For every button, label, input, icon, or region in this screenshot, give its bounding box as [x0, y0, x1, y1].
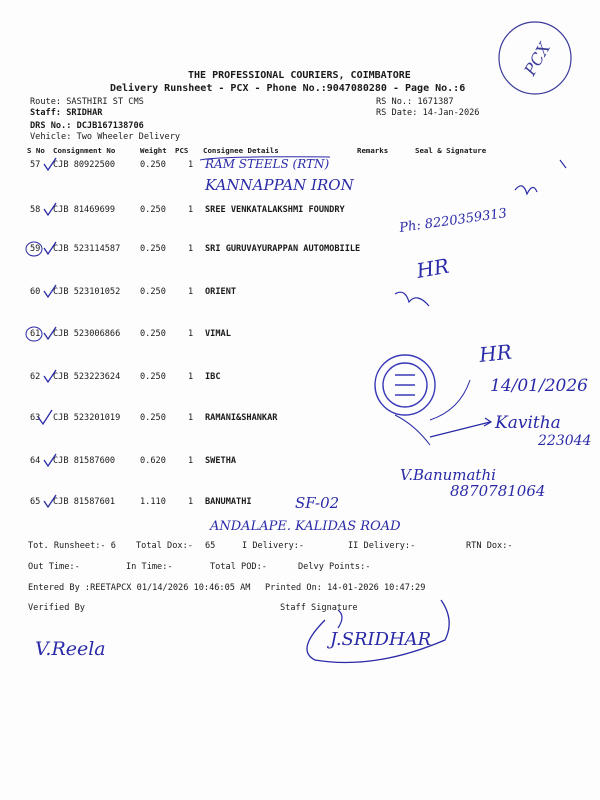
row-consignment: CJB 523114587 — [53, 244, 121, 254]
col-weight: Weight — [140, 146, 167, 155]
row-pcs: 1 — [188, 497, 194, 507]
row-consignment: CJB 523201019 — [53, 413, 121, 423]
table-header — [0, 146, 600, 158]
r57-handwritten-name: RAM STEELS (RTN) — [205, 157, 330, 171]
row-weight: 0.250 — [140, 413, 166, 423]
rs-date: RS Date: 14-Jan-2026 — [376, 108, 480, 118]
row-sno: 61 — [30, 329, 41, 339]
runsheet-title: Delivery Runsheet - PCX - Phone No.:9047080280 - Page No.:6 — [110, 83, 466, 94]
row-weight: 0.250 — [140, 160, 166, 170]
row-weight: 0.620 — [140, 456, 166, 466]
table-row — [0, 456, 600, 476]
table-row — [0, 205, 600, 225]
verified-signature: V.Reela — [35, 638, 106, 660]
row-consignee: SREE VENKATALAKSHMI FOUNDRY — [205, 205, 345, 215]
row-pcs: 1 — [188, 372, 194, 382]
col-consignee: Consignee Details — [203, 146, 279, 155]
r63-handwritten-number: 223044 — [538, 433, 592, 449]
table-row — [0, 329, 600, 349]
r65-handwritten-line1: SF-02 — [295, 494, 340, 512]
table-row — [0, 244, 600, 264]
row-consignment: CJB 523006866 — [53, 329, 121, 339]
row-weight: 0.250 — [140, 205, 166, 215]
row-consignee: RAMANI&SHANKAR — [205, 413, 278, 423]
row-sno: 63 — [30, 413, 41, 423]
total-pod: Total POD:- — [210, 562, 267, 572]
in-time: In Time:- — [126, 562, 173, 572]
rs-number: RS No.: 1671387 — [376, 97, 454, 107]
drs-number: DRS No.: DCJB167138706 — [30, 121, 144, 131]
r65-handwritten-line2: ANDALAPE. KALIDAS ROAD — [210, 519, 401, 534]
row-consignee: BANUMATHI — [205, 497, 252, 507]
r61-initials: HR — [478, 339, 513, 367]
row-weight: 0.250 — [140, 329, 166, 339]
row-sno: 58 — [30, 205, 41, 215]
route-label: Route: SASTHIRI ST CMS — [30, 97, 144, 107]
row-consignee: IBC — [205, 372, 221, 382]
vehicle-label: Vehicle: Two Wheeler Delivery — [30, 132, 181, 142]
col-consignment: Consignment No — [53, 146, 116, 155]
ii-delivery: II Delivery:- — [348, 541, 416, 551]
row-weight: 0.250 — [140, 372, 166, 382]
tot-runsheet: Tot. Runsheet:- 6 — [28, 541, 116, 551]
row-pcs: 1 — [188, 456, 194, 466]
row-consignment: CJB 81469699 — [53, 205, 116, 215]
r59-initials: HR — [414, 253, 451, 283]
row-sno: 62 — [30, 372, 41, 382]
row-pcs: 1 — [188, 287, 194, 297]
row-consignment: CJB 523223624 — [53, 372, 121, 382]
table-row — [0, 372, 600, 392]
row-weight: 0.250 — [140, 287, 166, 297]
r62-handwritten-date: 14/01/2026 — [490, 376, 588, 396]
verified-by-label: Verified By — [28, 603, 85, 613]
printed-on: Printed On: 14-01-2026 10:47:29 — [265, 583, 426, 593]
table-row — [0, 287, 600, 307]
table-row — [0, 160, 600, 180]
r64-handwritten-phone: 8870781064 — [450, 482, 546, 500]
row-weight: 1.110 — [140, 497, 166, 507]
row-sno: 60 — [30, 287, 41, 297]
row-consignment: CJB 81587600 — [53, 456, 116, 466]
table-row — [0, 413, 600, 433]
row-sno: 65 — [30, 497, 41, 507]
entered-by: Entered By :REETAPCX 01/14/2026 10:46:05 AM — [28, 583, 251, 593]
row-weight: 0.250 — [140, 244, 166, 254]
r57-handwritten-address: KANNAPPAN IRON — [205, 176, 354, 194]
row-consignee: VIMAL — [205, 329, 231, 339]
row-consignee: SRI GURUVAYURAPPAN AUTOMOBIILE — [205, 244, 361, 254]
row-consignment: CJB 523101052 — [53, 287, 121, 297]
corner-stamp-text: PCX — [520, 39, 555, 79]
row-consignment: CJB 81587601 — [53, 497, 116, 507]
r64-handwritten-name: V.Banumathi — [400, 466, 496, 484]
staff-signature: J.SRIDHAR — [330, 629, 432, 650]
rtn-dox: RTN Dox:- — [466, 541, 513, 551]
company-name: THE PROFESSIONAL COURIERS, COIMBATORE — [188, 70, 411, 81]
col-seal-signature: Seal & Signature — [415, 146, 487, 155]
staff-signature-label: Staff Signature — [280, 603, 358, 613]
row-pcs: 1 — [188, 160, 194, 170]
r58-handwritten-phone: Ph: 8220359313 — [398, 206, 508, 236]
row-consignee: SWETHA — [205, 456, 237, 466]
row-pcs: 1 — [188, 244, 194, 254]
row-consignment: CJB 80922500 — [53, 160, 116, 170]
delvy-points: Delvy Points:- — [298, 562, 371, 572]
table-row — [0, 497, 600, 517]
corner-pcx-stamp — [499, 22, 571, 94]
col-pcs: PCS — [175, 146, 189, 155]
row-sno: 59 — [30, 244, 41, 254]
col-remarks: Remarks — [357, 146, 389, 155]
total-dox-label: Total Dox:- — [136, 541, 193, 551]
col-sno: S No — [27, 146, 45, 155]
i-delivery: I Delivery:- — [242, 541, 305, 551]
total-dox-value: 65 — [205, 541, 216, 551]
row-pcs: 1 — [188, 329, 194, 339]
row-sno: 64 — [30, 456, 41, 466]
row-sno: 57 — [30, 160, 41, 170]
out-time: Out Time:- — [28, 562, 80, 572]
r63-handwritten-name: Kavitha — [495, 413, 561, 433]
row-consignee: ORIENT — [205, 287, 237, 297]
row-pcs: 1 — [188, 413, 194, 423]
row-pcs: 1 — [188, 205, 194, 215]
staff-label: Staff: SRIDHAR — [30, 108, 103, 118]
